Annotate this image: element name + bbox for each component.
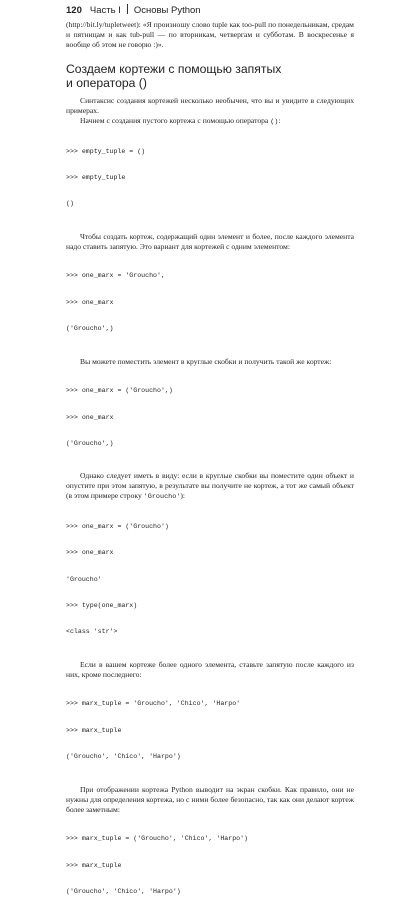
paragraph-parentheses: Вы можете поместить элемент в круглые скобки и получить такой же кортеж: [80,356,332,366]
code-line: >>> one_marx = ('Groucho') [66,522,169,530]
paragraph-empty-tuple [66,116,354,127]
page-body [66,20,354,919]
code-line: >>> empty_tuple [66,173,126,181]
intro-paragraph: (http://bit.ly/tupletweet): «Я произношу слово tuple как too-pull по понедельникам, средам и пятницам и как tub-pull — по вторникам, четвергам и субботам. В воскресенье я вообще об этом не говорю :)». [66,20,354,49]
section-title-line-2: и оператора () [66,76,147,90]
paragraph-text: Однако следует иметь в виду: если в круглые скобки вы поместите один объект и опустите при этом запятую, в результате вы получите не кортеж, а тот же самый объект (в этом примере строку [66,471,354,501]
paragraph-syntax: Синтаксис создания кортежей несколько необычен, что вы и увидите в следующих примерах. [66,96,354,115]
code-line: 'Groucho' [66,575,102,583]
code-line: ('Groucho',) [66,325,114,333]
code-line: >>> type(one_marx) [66,602,138,610]
section-title [66,62,354,90]
code-line: >>> marx_tuple = ('Groucho', 'Chico', 'Harpo') [66,835,249,843]
paragraph-text: ): [180,491,186,501]
code-line: >>> empty_tuple = () [66,147,146,155]
code-block-empty-tuple [66,130,354,227]
inline-code: () [270,118,279,126]
code-block-display [66,818,354,915]
code-block-parentheses [66,370,354,467]
running-header [66,4,366,18]
paragraph-text: Начнем с создания пустого кортежа с помощью оператора [80,116,271,125]
code-line: ('Groucho', 'Chico', 'Harpo') [66,753,181,761]
code-line: >>> marx_tuple [66,861,122,869]
code-line: >>> marx_tuple = 'Groucho', 'Chico', 'Harpo' [66,700,241,708]
code-line: <class 'str'> [66,628,118,636]
code-line: >>> one_marx [66,549,114,557]
code-block-multiple [66,683,354,780]
chapter-label: Основы Python [133,5,201,16]
paragraph-multiple: Если в вашем кортеже более одного элемента, ставьте запятую после каждого из них, кроме последнего: [66,659,354,679]
code-block-one-element [66,255,354,352]
paragraph-one-element: Чтобы создать кортеж, содержащий один элемент и более, после каждого элемента надо ставить запятую. Это вариант для кортежей с одним элементом: [66,231,354,251]
code-line: >>> marx_tuple [66,726,122,734]
paragraph-display: При отображении кортежа Python выводит на экран скобки. Как правило, они не нужны для определения кортежа, но с ними более безопасно, так как они делают кортеж более заметным: [66,784,354,814]
code-line: >>> one_marx [66,298,114,306]
paragraph-text: : [278,116,281,125]
paragraph-no-comma [66,471,354,502]
part-label: Часть I [89,5,121,16]
code-line: ('Groucho',) [66,439,114,447]
section-title-line-1: Создаем кортежи с помощью запятых [66,62,282,76]
code-block-no-comma [66,505,354,655]
code-line: ('Groucho', 'Chico', 'Harpo') [66,887,181,895]
code-line: >>> one_marx = ('Groucho',) [66,387,173,395]
header-divider [127,4,128,14]
code-line: >>> one_marx = 'Groucho', [66,272,165,280]
code-line: () [66,200,74,208]
inline-code: 'Groucho' [143,493,181,502]
code-line: >>> one_marx [66,413,114,421]
page-number: 120 [66,5,82,16]
